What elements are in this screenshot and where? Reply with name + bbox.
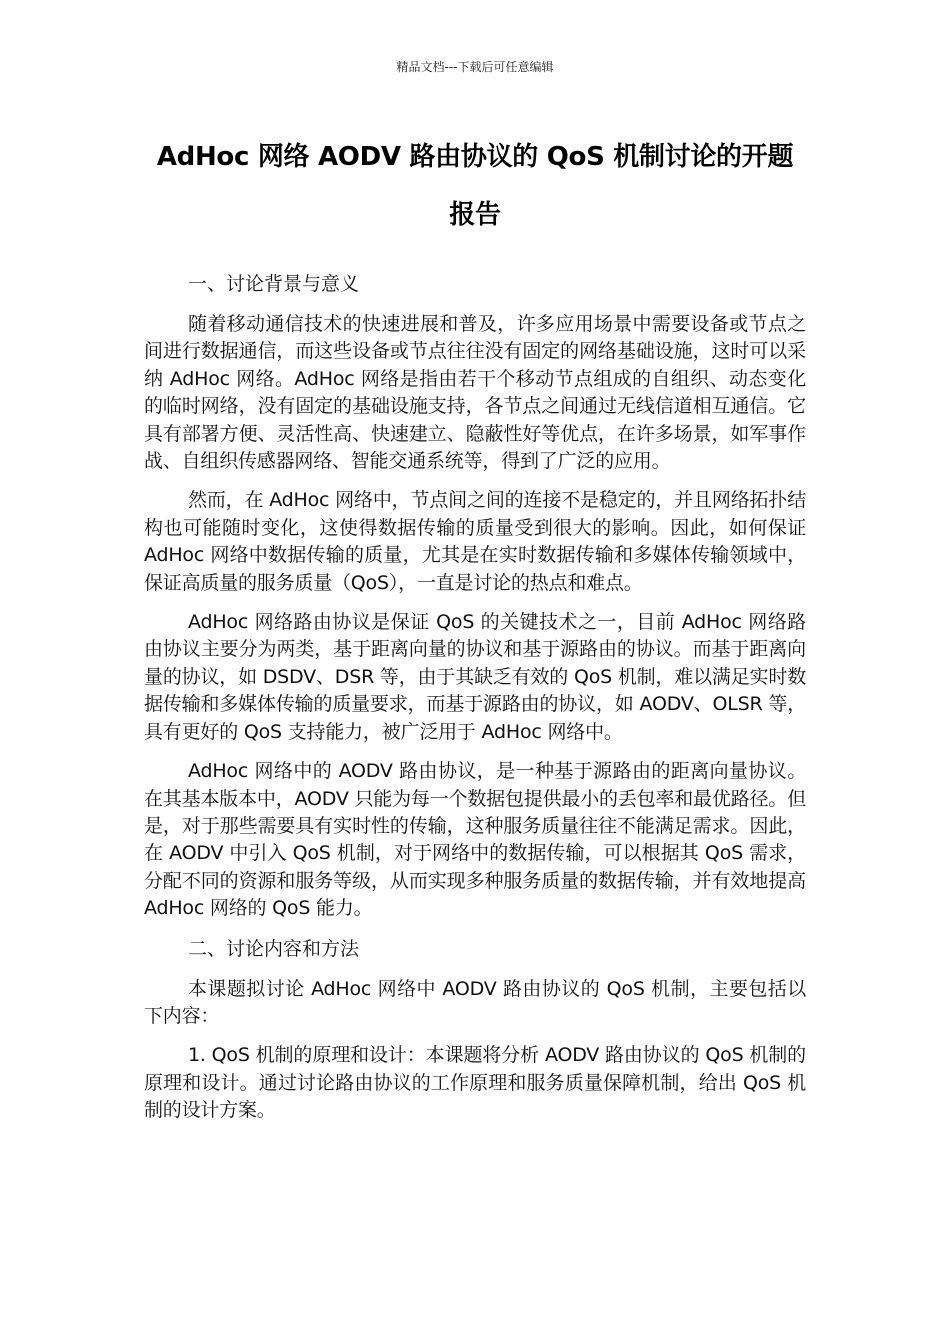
- paragraph: 随着移动通信技术的快速进展和普及，许多应用场景中需要设备或节点之间进行数据通信，而这些设备或节点往往没有固定的网络基础设施，这时可以采纳 AdHoc 网络。AdHoc 网络是指由若干个移动节点组成的自组织、动态变化的临时网络，没有固定的基础设施支持，各节点之间通过无线信道相互通信。它具有部署方便、灵活性高、快速建立、隐蔽性好等优点，在许多场景，如军事作战、自组织传感器网络、智能交通系统等，得到了广泛的应用。: [144, 313, 806, 473]
- paragraph: 然而，在 AdHoc 网络中，节点间之间的连接不是稳定的，并且网络拓扑结构也可能随时变化，这使得数据传输的质量受到很大的影响。因此，如何保证 AdHoc 网络中数据传输的质量，尤其是在实时数据传输和多媒体传输领域中，保证高质量的服务质量（QoS），一直是讨论的热点和难点。: [144, 489, 806, 594]
- document-body: [144, 270, 806, 1137]
- paragraph: AdHoc 网络中的 AODV 路由协议，是一种基于源路由的距离向量协议。在其基本版本中，AODV 只能为每一个数据包提供最小的丢包率和最优路径。但是，对于那些需要具有实时性的传输，这种服务质量往往不能满足需求。因此，在 AODV 中引入 QoS 机制，对于网络中的数据传输，可以根据其 QoS 需求，分配不同的资源和服务等级，从而实现多种服务质量的数据传输，并有效地提高 AdHoc 网络的 QoS 能力。: [144, 760, 806, 920]
- document-title: AdHoc 网络 AODV 路由协议的 QoS 机制讨论的开题报告: [156, 142, 794, 230]
- paragraph: AdHoc 网络路由协议是保证 QoS 的关键技术之一，目前 AdHoc 网络路由协议主要分为两类，基于距离向量的协议和基于源路由的协议。而基于距离向量的协议，如 DSDV、DSR 等，由于其缺乏有效的 QoS 机制，难以满足实时数据传输和多媒体传输的质量要求，而基于源路由的协议，如 AODV、OLSR 等，具有更好的 QoS 支持能力，被广泛用于 AdHoc 网络中。: [144, 611, 806, 743]
- paragraph: 1. QoS 机制的原理和设计：本课题将分析 AODV 路由协议的 QoS 机制的原理和设计。通过讨论路由协议的工作原理和服务质量保障机制，给出 QoS 机制的设计方案。: [144, 1044, 806, 1122]
- header-note: 精品文档---下载后可任意编辑: [396, 60, 554, 74]
- section-heading-methods: 二、讨论内容和方法: [188, 937, 360, 960]
- section-heading-background: 一、讨论背景与意义: [188, 273, 360, 295]
- paragraph: 本课题拟讨论 AdHoc 网络中 AODV 路由协议的 QoS 机制，主要包括以下内容：: [144, 977, 806, 1027]
